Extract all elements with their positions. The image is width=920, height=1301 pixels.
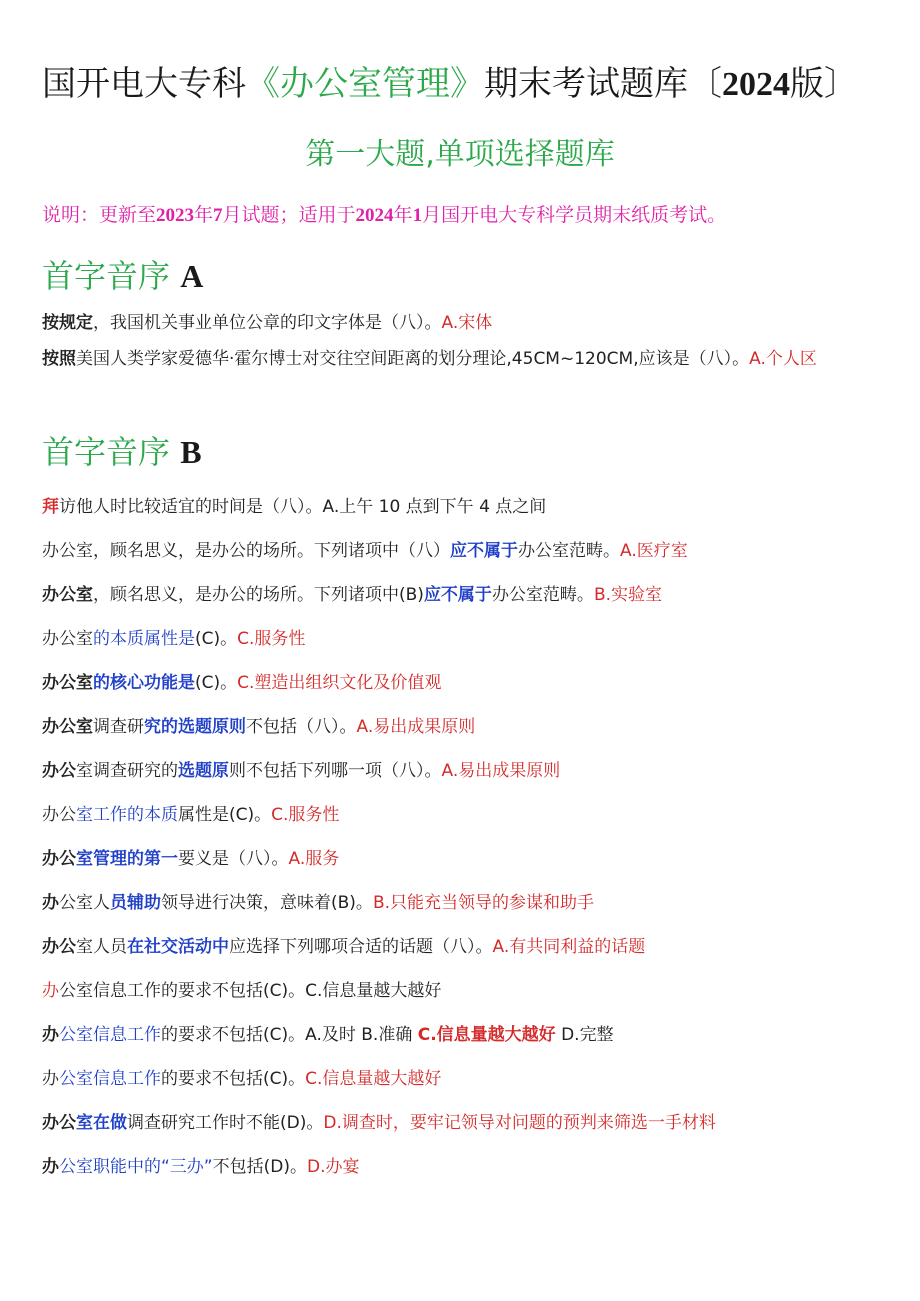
question-keyword: 应不属于: [423, 585, 492, 605]
question-lead: 办: [42, 893, 59, 913]
note-number: 1: [412, 205, 423, 226]
question-item: [42, 1150, 882, 1185]
note-text: 月试题；适用于: [222, 204, 356, 226]
question-keyword: 选题原: [178, 761, 229, 781]
question-lead: 办公: [42, 937, 76, 957]
index-label: 首字音序: [42, 433, 171, 471]
answer-text: B.只能充当领导的参谋和助手: [372, 893, 595, 913]
question-keyword: 公室职能中的“三办”: [59, 1157, 213, 1177]
question-text: D.完整: [555, 1025, 614, 1045]
question-text: 要义是（八）。: [178, 849, 289, 869]
title-year: 2024: [722, 66, 790, 103]
question-lead: 办公室: [42, 585, 93, 605]
answer-text: B.实验室: [593, 585, 663, 605]
question-keyword: 究的选题原则: [144, 717, 246, 737]
title-part-1: 国开电大专科: [42, 64, 246, 104]
question-text: 调查研: [93, 717, 144, 737]
answer-text: A.服务: [288, 849, 340, 869]
description-note: [42, 200, 902, 231]
question-item: [42, 1018, 882, 1053]
title-course-name: 《办公室管理》: [246, 64, 484, 104]
question-text: 的要求不包括(C)。: [161, 1069, 306, 1089]
question-item: [42, 886, 882, 921]
note-text: 月国开电大专科学员期末纸质考试。: [422, 204, 727, 226]
index-heading-b: [42, 430, 202, 474]
answer-text: D.调查时，要牢记领导对问题的预判来筛选一手材料: [323, 1113, 716, 1133]
question-lead: 办公室: [42, 717, 93, 737]
document-title: [42, 62, 902, 107]
question-text: ，顾名思义，是办公的场所。下列诸项中(B): [93, 585, 424, 605]
answer-text: C.塑造出组织文化及价值观: [237, 673, 442, 693]
question-text: (C)。: [195, 673, 238, 693]
question-keyword: 的本质属性是: [93, 629, 195, 649]
question-text: 属性是(C)。: [178, 805, 272, 825]
question-keyword: 公室信息工作: [59, 1025, 161, 1045]
question-item: [42, 490, 882, 525]
question-lead: 办公: [42, 849, 76, 869]
question-item: [42, 710, 882, 745]
index-heading-a: [42, 254, 203, 298]
question-item: [42, 974, 882, 1009]
question-lead: 办: [42, 1157, 59, 1177]
answer-text: A.易出成果原则: [356, 717, 476, 737]
question-lead: 按照: [42, 349, 76, 369]
answer-text: C.服务性: [271, 805, 340, 825]
question-text: 公室信息工作的要求不包括(C)。C.信息量越大越好: [59, 981, 442, 1001]
question-item: [42, 666, 882, 701]
question-text: 应选择下列哪项合适的话题（八）。: [229, 937, 493, 957]
question-text: 美国人类学家爱德华·霍尔博士对交往空间距离的划分理论,45CM~120CM,应该是（八）。: [76, 349, 750, 369]
answer-text: A.个人区: [749, 349, 817, 369]
question-text: 不包括(D)。: [212, 1157, 307, 1177]
question-lead: 按规定: [42, 313, 93, 333]
title-part-3: 期末考试题库〔: [484, 64, 722, 104]
note-number: 7: [213, 205, 223, 226]
question-text: 则不包括下列哪一项（八）。: [229, 761, 442, 781]
answer-text: A.易出成果原则: [441, 761, 561, 781]
question-keyword: 室工作的本质: [76, 805, 178, 825]
question-lead: 拜: [42, 497, 59, 517]
question-text: 办公室范畴。: [491, 585, 594, 605]
question-keyword: 应不属于: [450, 541, 518, 561]
question-text: ，我国机关事业单位公章的印文字体是（八）。: [93, 313, 442, 333]
question-keyword: 员辅助: [110, 893, 161, 913]
question-text: 领导进行决策，意味着(B)。: [161, 893, 373, 913]
question-text: 公室人: [59, 893, 110, 913]
question-text: 室调查研究的: [76, 761, 178, 781]
index-letter: B: [180, 434, 202, 470]
question-item: [42, 798, 882, 833]
question-item: [42, 930, 882, 965]
question-text: 办公室，顾名思义，是办公的场所。下列诸项中（八）: [42, 541, 450, 561]
question-text: 调查研究工作时不能(D)。: [127, 1113, 324, 1133]
question-text: 的要求不包括(C)。A.及时 B.准确: [161, 1025, 418, 1045]
question-item: [42, 534, 882, 569]
question-keyword: 在社交活动中: [127, 937, 229, 957]
question-text: 访他人时比较适宜的时间是（八）。A.上午 10 点到下午 4 点之间: [59, 497, 547, 517]
answer-text: A.宋体: [441, 313, 493, 333]
index-label: 首字音序: [42, 257, 171, 295]
note-number: 2024: [355, 205, 394, 226]
note-text: 年: [393, 204, 413, 226]
answer-text: C.信息量越大越好: [305, 1069, 442, 1089]
question-item: [42, 342, 882, 377]
question-lead: 办: [42, 1025, 59, 1045]
answer-text: C.信息量越大越好: [417, 1025, 556, 1045]
note-number: 2023: [156, 205, 195, 226]
note-text: 年: [194, 204, 214, 226]
question-text: 办: [42, 1069, 59, 1089]
question-text: 办公: [42, 805, 76, 825]
question-text: (C)。: [195, 629, 238, 649]
question-item: [42, 1106, 882, 1141]
question-keyword: 的核心功能是: [93, 673, 195, 693]
index-letter: A: [180, 258, 204, 294]
question-item: [42, 842, 882, 877]
question-keyword: 室在做: [76, 1113, 127, 1133]
section-heading: 第一大题,单项选择题库: [305, 137, 615, 172]
question-item: [42, 754, 882, 789]
answer-text: A.有共同利益的话题: [492, 937, 646, 957]
question-item: [42, 622, 882, 657]
question-lead: 办公: [42, 761, 76, 781]
note-text: 说明：更新至: [42, 204, 157, 226]
question-item: [42, 1062, 882, 1097]
question-text: 室人员: [76, 937, 127, 957]
answer-text: A.医疗室: [620, 541, 688, 561]
question-text: 办公室: [42, 629, 93, 649]
question-text: 办公室范畴。: [518, 541, 620, 561]
question-item: [42, 306, 882, 341]
question-lead: 办: [42, 981, 59, 1001]
question-item: [42, 578, 882, 613]
question-lead: 办公: [42, 1113, 76, 1133]
question-text: 不包括（八）。: [246, 717, 357, 737]
answer-text: C.服务性: [237, 629, 306, 649]
question-lead: 办公室: [42, 673, 93, 693]
question-keyword: 室管理的第一: [76, 849, 178, 869]
question-keyword: 公室信息工作: [59, 1069, 161, 1089]
answer-text: D.办宴: [306, 1157, 360, 1177]
title-part-4: 版〕: [790, 64, 858, 104]
